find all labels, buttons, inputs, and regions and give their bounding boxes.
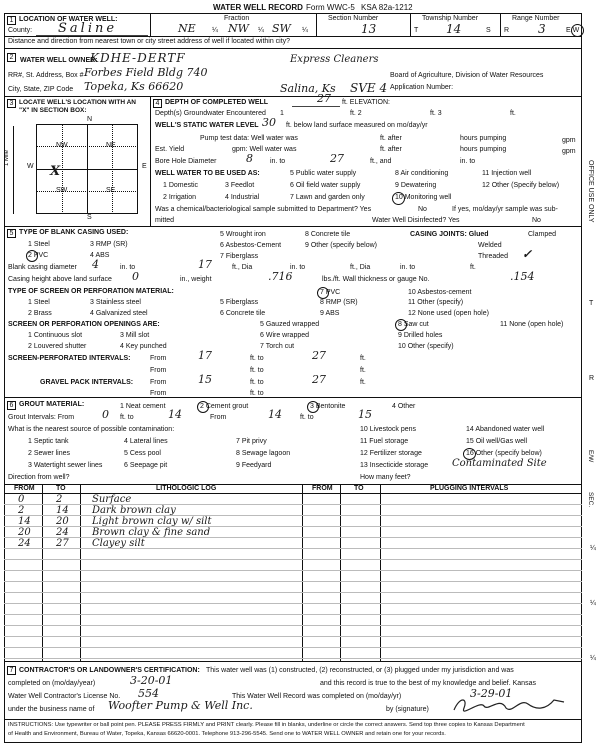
spi-ft-to: ft. to bbox=[250, 355, 264, 362]
township-value: 14 bbox=[446, 22, 462, 36]
source-septic: 1 Septic tank bbox=[28, 438, 69, 445]
casing-ft: ft. bbox=[470, 264, 476, 271]
owner-note: Express Cleaners bbox=[290, 54, 379, 65]
spi-from-label-2: From bbox=[150, 367, 167, 374]
joints-threaded: Threaded bbox=[478, 253, 508, 260]
log-to-header: TO bbox=[56, 485, 66, 492]
city-label: City, State, ZIP Code bbox=[8, 86, 74, 93]
open-continuous: 1 Continuous slot bbox=[28, 332, 83, 339]
township-t: T bbox=[414, 27, 419, 34]
gw-1: 1 bbox=[280, 110, 284, 117]
log-rule bbox=[4, 526, 582, 527]
log-rule bbox=[4, 658, 582, 659]
log-rule bbox=[4, 504, 582, 505]
quarter-1: NE bbox=[178, 22, 196, 35]
use-oil: 6 Oil field water supply bbox=[290, 182, 361, 189]
ne-label: NE bbox=[106, 142, 116, 149]
screen-steel: 1 Steel bbox=[28, 299, 50, 306]
side-r: R bbox=[589, 375, 595, 382]
pump-test-label: Pump test data: Well water was bbox=[200, 135, 298, 142]
board-label: Board of Agriculture, Division of Water Resources bbox=[390, 72, 544, 79]
side-quarter-2: ¼ bbox=[590, 600, 596, 607]
elevation-label: ft. ELEVATION: bbox=[342, 99, 390, 106]
section-5-number: 5 bbox=[7, 229, 16, 238]
log-row-3-to: 20 bbox=[56, 516, 69, 527]
log-row-2-from: 2 bbox=[18, 505, 25, 516]
gp-ft: ft. bbox=[360, 379, 366, 386]
log-rule bbox=[4, 570, 582, 571]
grout-intervals-label: Grout Intervals: From bbox=[8, 414, 75, 421]
city-value: Topeka, Ks 66620 bbox=[84, 80, 184, 93]
section-number-label: Section Number bbox=[328, 15, 379, 22]
log-row-1-from: 0 bbox=[18, 494, 25, 505]
grout-interval-1: 0 bbox=[102, 408, 109, 421]
static-level-unit: ft. below land surface measured on mo/day/yr bbox=[286, 122, 428, 129]
disinfected-label: Water Well Disinfected? Yes bbox=[372, 217, 460, 224]
gp-from-label-2: From bbox=[150, 390, 167, 397]
side-t: T bbox=[589, 300, 594, 307]
open-none: 11 None (open hole) bbox=[500, 321, 564, 328]
sample-label: Was a chemical/bacteriological sample submitted to Department? Yes bbox=[155, 206, 372, 213]
certification-label: CONTRACTOR'S OR LANDOWNER'S CERTIFICATION: bbox=[19, 667, 200, 674]
side-ew: E/W bbox=[587, 450, 594, 463]
casing-other: 9 Other (specify below) bbox=[305, 242, 377, 249]
spi-ft-2: ft. bbox=[360, 367, 366, 374]
license-value: 554 bbox=[138, 687, 159, 700]
use-air: 8 Air conditioning bbox=[395, 170, 449, 177]
casing-weight-label: in., weight bbox=[180, 276, 212, 283]
gp-ft-to-2: ft. to bbox=[250, 390, 264, 397]
log-rule bbox=[4, 647, 582, 648]
open-drilled: 9 Drilled holes bbox=[398, 332, 443, 339]
static-level-value: 30 bbox=[262, 116, 276, 129]
casing-asbestos: 6 Asbestos-Cement bbox=[220, 242, 282, 249]
screen-abs: 9 ABS bbox=[320, 310, 340, 317]
bore-in-to-2: in. to bbox=[460, 158, 476, 165]
casing-fiberglass: 7 Fiberglass bbox=[220, 253, 259, 260]
gp-from-value: 15 bbox=[198, 373, 212, 386]
gw-2: ft. 2 bbox=[350, 110, 362, 117]
section-box-label: LOCATE WELL'S LOCATION WITH AN "X" IN SECTION BOX: bbox=[19, 99, 136, 114]
instructions-line-2: of Health and Environment, Bureau of Water, Topeka, Kansas 66620-0001. Telephone 913-296-5545. Send one to WATER WELL OWNER and retain one for your records. bbox=[8, 731, 446, 737]
county-label: County: bbox=[8, 27, 33, 34]
log-rule bbox=[4, 625, 582, 626]
grout-cement: 2 Cement grout bbox=[200, 403, 249, 410]
casing-weight-value: .716 bbox=[268, 270, 293, 283]
casing-diameter-label: Blank casing diameter bbox=[8, 264, 77, 271]
use-label: WELL WATER TO BE USED AS: bbox=[155, 170, 260, 177]
quarter-unit-2: ¼ bbox=[258, 27, 264, 34]
range-ew: E W bbox=[566, 27, 580, 34]
threaded-check: ✓ bbox=[522, 247, 533, 261]
owner-label: WATER WELL OWNER: bbox=[20, 57, 98, 64]
casing-diameter-value: 4 bbox=[92, 258, 99, 271]
log-row-4-desc: Brown clay & fine sand bbox=[92, 527, 211, 538]
mile-label: 1 Mile bbox=[4, 150, 10, 167]
quarter-unit-1: ¼ bbox=[212, 27, 218, 34]
application-number-label: Application Number: bbox=[390, 84, 454, 91]
log-row-2-desc: Dark brown clay bbox=[92, 505, 176, 516]
bore-value: 8 bbox=[246, 152, 253, 165]
south-label: S bbox=[87, 214, 92, 221]
quarter-3: SW bbox=[272, 22, 291, 35]
screen-other: 11 Other (specify) bbox=[408, 299, 464, 306]
casing-label: TYPE OF BLANK CASING USED: bbox=[19, 229, 129, 236]
open-saw-cut: 8 Saw cut bbox=[398, 321, 429, 328]
source-sewer: 2 Sewer lines bbox=[28, 450, 71, 457]
source-other-value: Contaminated Site bbox=[452, 458, 547, 469]
depth-label: DEPTH OF COMPLETED WELL bbox=[165, 99, 269, 106]
casing-wrought: 5 Wrought iron bbox=[220, 231, 266, 238]
open-louvered: 2 Louvered shutter bbox=[28, 343, 87, 350]
spi-to-value: 27 bbox=[312, 349, 326, 362]
log-rule bbox=[4, 581, 582, 582]
source-fertilizer: 12 Fertilizer storage bbox=[360, 450, 422, 457]
openings-label: SCREEN OR PERFORATION OPENINGS ARE: bbox=[8, 321, 160, 328]
sample-submitted: mitted bbox=[155, 217, 175, 224]
completed-label: completed on (mo/day/year) bbox=[8, 680, 96, 687]
quarter-2: NW bbox=[228, 22, 249, 35]
screen-intervals-label: SCREEN-PERFORATED INTERVALS: bbox=[8, 355, 131, 362]
source-other: 16 Other (specify below) bbox=[466, 450, 542, 457]
east-label: E bbox=[142, 163, 147, 170]
address-value: Forbes Field Bldg 740 bbox=[84, 66, 208, 79]
log-rule bbox=[4, 592, 582, 593]
section-1-number: 1 bbox=[7, 16, 16, 25]
yield-label: Est. Yield bbox=[155, 146, 185, 153]
log-row-4-from: 20 bbox=[18, 527, 31, 538]
range-value: 3 bbox=[538, 22, 546, 36]
form-title: WATER WELL RECORD bbox=[213, 3, 303, 12]
groundwater-label: Depth(s) Groundwater Encountered bbox=[155, 110, 266, 117]
pump-hours: hours pumping bbox=[460, 135, 507, 142]
grout-cement-circle bbox=[197, 401, 209, 413]
gravel-pack-label: GRAVEL PACK INTERVALS: bbox=[40, 379, 134, 386]
use-injection: 11 Injection well bbox=[482, 170, 532, 177]
site-city: Salina, Ks bbox=[280, 82, 336, 95]
spi-ft: ft. bbox=[360, 355, 366, 362]
log-rule bbox=[4, 548, 582, 549]
log-rule bbox=[4, 614, 582, 615]
source-insecticide: 13 Insecticide storage bbox=[360, 462, 429, 469]
joints-welded: Welded bbox=[478, 242, 502, 249]
casing-in-to-2: in. to bbox=[290, 264, 306, 271]
source-feedyard: 9 Feedyard bbox=[236, 462, 272, 469]
bore-ft-and: ft., and bbox=[370, 158, 392, 165]
record-completed-label: This Water Well Record was completed on (mo/day/yr) bbox=[232, 693, 402, 700]
county-value: Saline bbox=[58, 21, 118, 36]
side-quarter-3: ¼ bbox=[590, 655, 596, 662]
contamination-label: What is the nearest source of possible contamination: bbox=[8, 426, 175, 433]
log-row-1-to: 2 bbox=[56, 494, 63, 505]
owner-value: KDHE-DERTF bbox=[90, 51, 186, 65]
screen-none: 12 None used (open hole) bbox=[408, 310, 489, 317]
completed-value: 3-20-01 bbox=[130, 674, 173, 687]
business-label: under the business name of bbox=[8, 706, 95, 713]
township-s: S bbox=[486, 27, 491, 34]
open-key: 4 Key punched bbox=[120, 343, 167, 350]
casing-abs: 4 ABS bbox=[90, 252, 110, 259]
well-location-mark: X bbox=[50, 164, 61, 179]
screen-material-label: TYPE OF SCREEN OR PERFORATION MATERIAL: bbox=[8, 288, 174, 295]
yield-unit: gpm: Well water was bbox=[232, 146, 297, 153]
open-gauzed: 5 Gauzed wrapped bbox=[260, 321, 320, 328]
lithologic-header: LITHOLOGIC LOG bbox=[156, 485, 217, 492]
certification-text: This water well was (1) constructed, (2) reconstructed, or (3) plugged under my jurisdiction and was bbox=[206, 667, 514, 674]
plug-to-header: TO bbox=[354, 485, 364, 492]
casing-to-value: 17 bbox=[198, 258, 212, 271]
section-2-number: 2 bbox=[7, 53, 16, 62]
direction-label: Direction from well? bbox=[8, 474, 70, 481]
nw-label: NW bbox=[56, 142, 68, 149]
form-number: Form WWC-5 bbox=[306, 3, 355, 12]
grout-label: GROUT MATERIAL: bbox=[19, 401, 85, 408]
log-row-3-from: 14 bbox=[18, 516, 31, 527]
grout-bentonite-circle bbox=[307, 401, 319, 413]
screen-brass: 2 Brass bbox=[28, 310, 52, 317]
yield-ft-after: ft. after bbox=[380, 146, 402, 153]
north-label: N bbox=[87, 116, 93, 123]
grout-interval-3: 14 bbox=[268, 408, 282, 421]
open-other: 10 Other (specify) bbox=[398, 343, 454, 350]
source-watertight: 3 Watertight sewer lines bbox=[28, 462, 103, 469]
business-value: Woofter Pump & Well Inc. bbox=[108, 699, 253, 712]
source-pit-privy: 7 Pit privy bbox=[236, 438, 267, 445]
use-irrigation: 2 Irrigation bbox=[163, 194, 197, 201]
side-sec: SEC. bbox=[587, 492, 594, 508]
casing-joints-label: CASING JOINTS: Glued bbox=[410, 231, 489, 238]
sample-tail: If yes, mo/day/yr sample was sub- bbox=[452, 206, 558, 213]
grout-interval-4: 15 bbox=[358, 408, 372, 421]
screen-stainless: 3 Stainless steel bbox=[90, 299, 141, 306]
grout-bentonite: 3 Bentonite bbox=[310, 403, 346, 410]
section-3-number: 3 bbox=[7, 99, 16, 108]
record-completed-value: 3-29-01 bbox=[470, 687, 513, 700]
signature-label: by (signature) bbox=[386, 706, 429, 713]
grout-ft-from: From bbox=[210, 414, 227, 421]
use-monitoring-circle bbox=[392, 192, 405, 205]
log-row-3-desc: Light brown clay w/ silt bbox=[92, 516, 212, 527]
address-label: RR#, St. Address, Box # bbox=[8, 72, 84, 79]
source-cess: 5 Cess pool bbox=[124, 450, 161, 457]
spi-from-label: From bbox=[150, 355, 167, 362]
section-4-number: 4 bbox=[153, 99, 162, 108]
use-public: 5 Public water supply bbox=[290, 170, 357, 177]
gp-from-label: From bbox=[150, 379, 167, 386]
yield-hours: hours pumping bbox=[460, 146, 507, 153]
instructions-line-1: INSTRUCTIONS: Use typewriter or ball point pen. PLEASE PRESS FIRMLY and PRINT clearly. Please fill in blanks, underline or circle the correct answers. Send top three copies to Kansas Department bbox=[8, 722, 525, 728]
log-rule bbox=[4, 636, 582, 637]
casing-ft-dia-2: ft., Dia bbox=[350, 264, 371, 271]
use-domestic: 1 Domestic bbox=[163, 182, 199, 189]
log-from-header: FROM bbox=[14, 485, 35, 492]
grout-other: 4 Other bbox=[392, 403, 416, 410]
joints-clamped: Clamped bbox=[528, 231, 557, 238]
gw-ft: ft. bbox=[510, 110, 516, 117]
pump-gpm: gpm bbox=[562, 137, 576, 144]
casing-height-value: 0 bbox=[132, 270, 139, 283]
grout-ft-to-2: ft. to bbox=[300, 414, 314, 421]
yield-gpm: gpm bbox=[562, 148, 576, 155]
quarter-unit-3: ¼ bbox=[302, 27, 308, 34]
source-lateral: 4 Lateral lines bbox=[124, 438, 168, 445]
open-saw-cut-circle bbox=[395, 319, 407, 331]
use-monitoring: 10 Monitoring well bbox=[395, 194, 452, 201]
screen-rmp: 8 RMP (SR) bbox=[320, 299, 358, 306]
screen-pvc-circle bbox=[317, 287, 329, 299]
disinfected-no: No bbox=[532, 217, 541, 224]
section-6-number: 6 bbox=[7, 401, 16, 410]
source-livestock: 10 Livestock pens bbox=[360, 426, 417, 433]
grout-interval-2: 14 bbox=[168, 408, 182, 421]
gp-to-value: 27 bbox=[312, 373, 326, 386]
screen-asbestos: 10 Asbestos-cement bbox=[408, 289, 472, 296]
use-dewatering: 9 Dewatering bbox=[395, 182, 437, 189]
bore-in-to: in. to bbox=[270, 158, 286, 165]
location-label: LOCATION OF WATER WELL: bbox=[19, 16, 118, 23]
log-rule bbox=[4, 603, 582, 604]
gp-ft-to: ft. to bbox=[250, 379, 264, 386]
spi-from-value: 17 bbox=[198, 349, 212, 362]
section-7-number: 7 bbox=[7, 666, 16, 675]
log-row-2-to: 14 bbox=[56, 505, 69, 516]
side-quarter-1: ¼ bbox=[590, 545, 596, 552]
plug-from-header: FROM bbox=[312, 485, 333, 492]
casing-gauge-value: .154 bbox=[510, 270, 535, 283]
log-row-5-from: 24 bbox=[18, 538, 31, 549]
log-row-5-to: 27 bbox=[56, 538, 69, 549]
static-level-label: WELL'S STATIC WATER LEVEL bbox=[155, 122, 259, 129]
source-fuel: 11 Fuel storage bbox=[360, 438, 409, 445]
casing-rmp: 3 RMP (SR) bbox=[90, 241, 128, 248]
fraction-label: Fraction bbox=[224, 15, 250, 22]
casing-pvc-circle bbox=[26, 250, 38, 262]
casing-pvc: 2 PVC bbox=[28, 252, 49, 259]
grout-neat: 1 Neat cement bbox=[120, 403, 166, 410]
pump-ft-after: ft. after bbox=[380, 135, 402, 142]
site-code: SVE 4 bbox=[350, 81, 388, 95]
distance-label: Distance and direction from nearest town or city street address of well if located within city? bbox=[8, 38, 291, 45]
bore-label: Bore Hole Diameter bbox=[155, 158, 217, 165]
gw-3: ft. 3 bbox=[430, 110, 442, 117]
log-row-5-desc: Clayey silt bbox=[92, 538, 145, 549]
log-rule bbox=[4, 559, 582, 560]
casing-concrete: 8 Concrete tile bbox=[305, 231, 351, 238]
log-rule bbox=[4, 537, 582, 538]
casing-height-label: Casing height above land surface bbox=[8, 276, 112, 283]
screen-fiberglass: 5 Fiberglass bbox=[220, 299, 259, 306]
how-many-feet-label: How many feet? bbox=[360, 474, 411, 481]
source-abandoned: 14 Abandoned water well bbox=[466, 426, 545, 433]
use-lawn: 7 Lawn and garden only bbox=[290, 194, 365, 201]
log-row-4-to: 24 bbox=[56, 527, 69, 538]
screen-galvanized: 4 Galvanized steel bbox=[90, 310, 148, 317]
spi-ft-to-2: ft. to bbox=[250, 367, 264, 374]
se-label: SE bbox=[106, 187, 116, 194]
range-label: Range Number bbox=[512, 15, 560, 22]
ksa-reference: KSA 82a-1212 bbox=[361, 3, 413, 12]
screen-pvc: 7 PVC bbox=[320, 289, 341, 296]
casing-lbs-label: lbs./ft. Wall thickness or gauge No. bbox=[322, 276, 430, 283]
depth-value: 27 bbox=[317, 92, 331, 105]
use-feedlot: 3 Feedlot bbox=[225, 182, 255, 189]
record-true-text: and this record is true to the best of my knowledge and belief. Kansas bbox=[320, 680, 536, 687]
grout-ft-to-1: ft. to bbox=[120, 414, 134, 421]
range-e-circle bbox=[571, 24, 584, 37]
open-mill: 3 Mill slot bbox=[120, 332, 150, 339]
casing-ft-dia: ft., Dia bbox=[232, 264, 253, 271]
log-row-1-desc: Surface bbox=[92, 494, 132, 505]
license-label: Water Well Contractor's License No. bbox=[8, 693, 121, 700]
range-r: R bbox=[504, 27, 510, 34]
contractor-signature bbox=[450, 694, 570, 716]
sample-no: No bbox=[418, 206, 427, 213]
west-label: W bbox=[27, 163, 34, 170]
section-number-value: 13 bbox=[361, 22, 377, 36]
office-use-label: OFFICE USE ONLY bbox=[587, 160, 594, 223]
log-rule bbox=[4, 515, 582, 516]
casing-in-to-3: in. to bbox=[400, 264, 416, 271]
casing-steel: 1 Steel bbox=[28, 241, 50, 248]
source-seepage: 6 Seepage pit bbox=[124, 462, 168, 469]
open-wire: 6 Wire wrapped bbox=[260, 332, 310, 339]
use-industrial: 4 Industrial bbox=[225, 194, 260, 201]
sw-label: SW bbox=[56, 187, 68, 194]
source-oil-gas: 15 Oil well/Gas well bbox=[466, 438, 528, 445]
open-torch: 7 Torch cut bbox=[260, 343, 295, 350]
township-label: Township Number bbox=[422, 15, 479, 22]
use-other: 12 Other (Specify below) bbox=[482, 182, 560, 189]
bore-to-value: 27 bbox=[330, 152, 344, 165]
casing-in-to: in. to bbox=[120, 264, 136, 271]
plugging-header: PLUGGING INTERVALS bbox=[430, 485, 509, 492]
source-lagoon: 8 Sewage lagoon bbox=[236, 450, 291, 457]
screen-concrete: 6 Concrete tile bbox=[220, 310, 266, 317]
